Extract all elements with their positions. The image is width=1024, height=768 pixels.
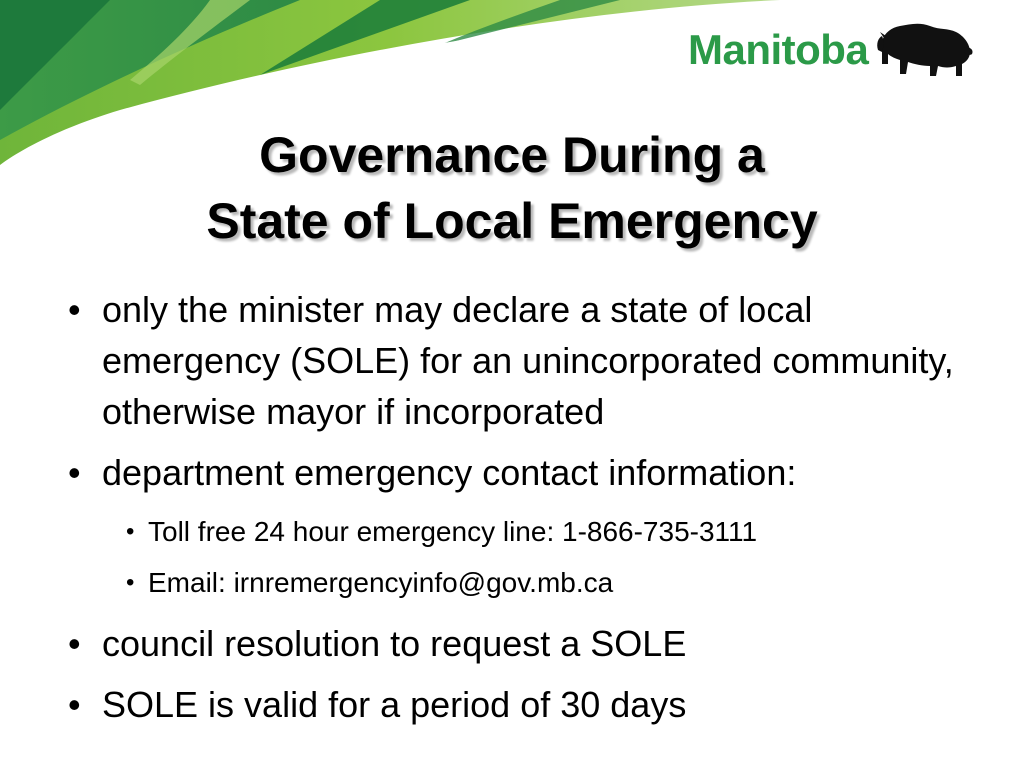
slide-title (0, 122, 1024, 254)
bullet-item-contact (64, 447, 964, 608)
sub-bullet-email: • Email: irnremergencyinfo@gov.mb.ca (102, 557, 964, 608)
sub-bullet-phone: • Toll free 24 hour emergency line: 1-866-735-3111 (102, 506, 964, 557)
bullet-item: • council resolution to request a SOLE (64, 618, 964, 669)
bullet-item: • SOLE is valid for a period of 30 days (64, 679, 964, 730)
logo-wordmark: Manitoba (688, 26, 869, 73)
sub-bullet-list (102, 506, 964, 608)
bullet-text: department emergency contact information: (102, 452, 797, 493)
bullet-list (64, 284, 964, 740)
title-line-2: State of Local Emergency (206, 193, 818, 249)
title-line-1: Governance During a (259, 127, 765, 183)
bison-icon (876, 18, 974, 82)
bullet-item: • only the minister may declare a state of local emergency (SOLE) for an unincorporated community, otherwise mayor if incorporated (64, 284, 964, 437)
manitoba-logo (688, 18, 988, 82)
